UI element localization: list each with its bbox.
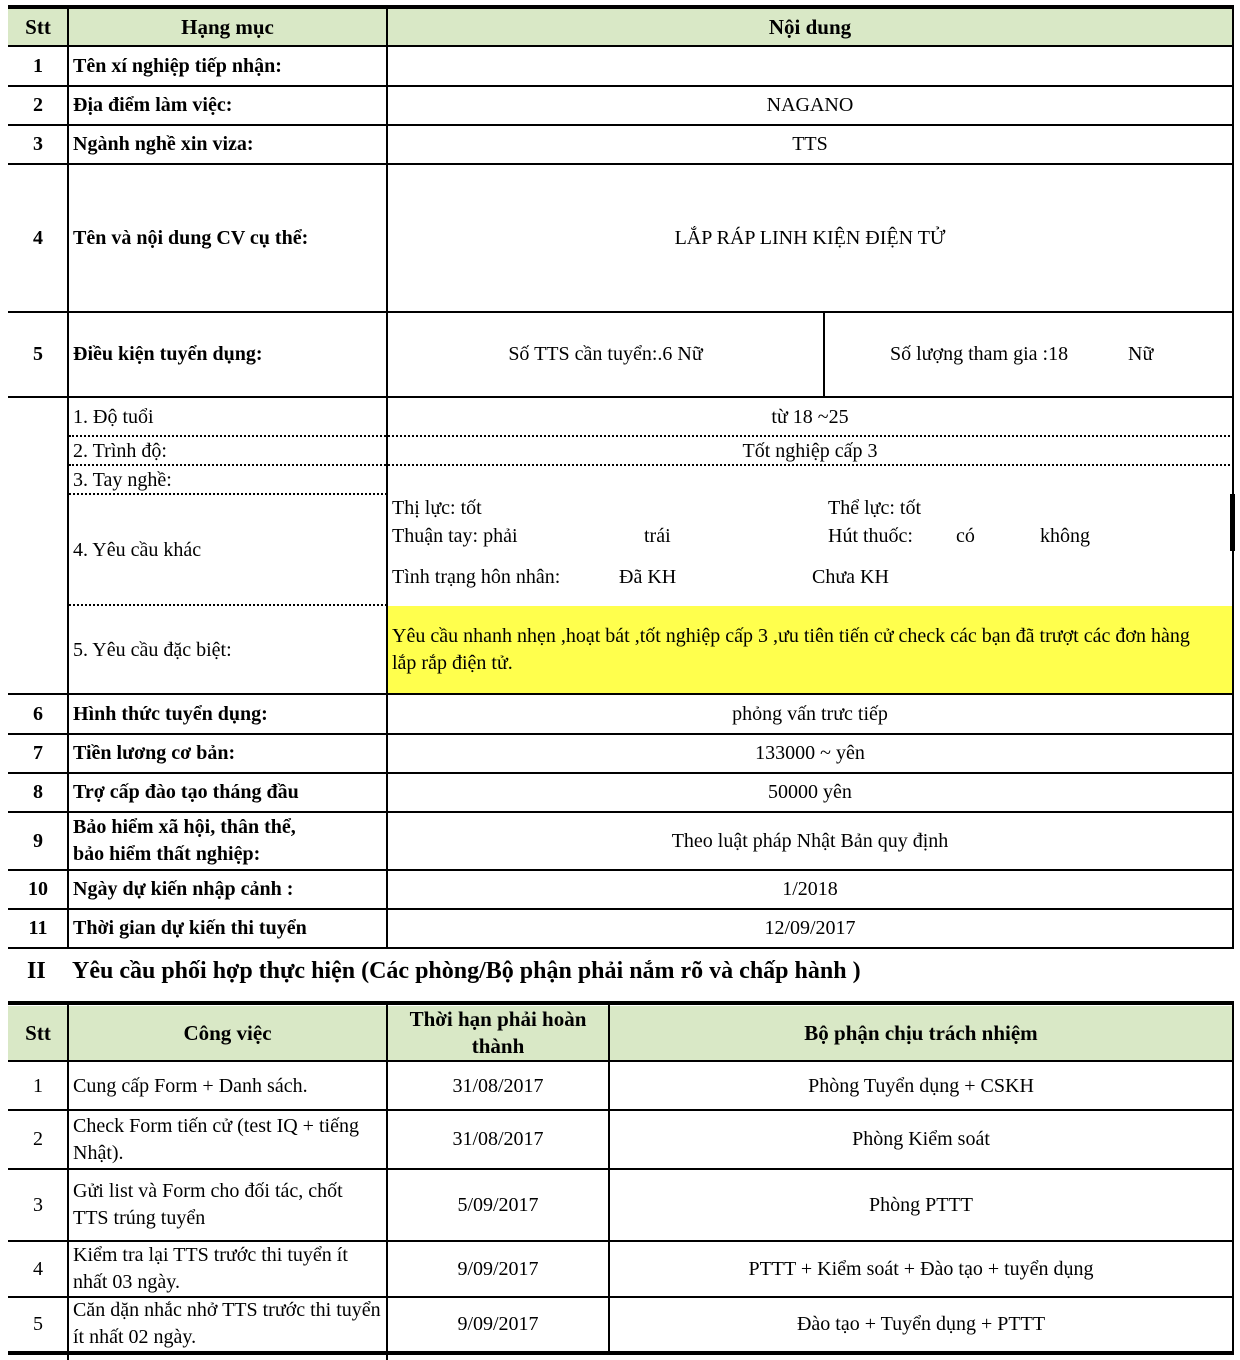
row-5-stt: 5 (33, 343, 43, 365)
row-9-label-line2: bảo hiểm thất nghiệp: (73, 843, 261, 865)
row-10-value: 1/2018 (782, 878, 838, 900)
header-content: Nội dung (387, 8, 1233, 46)
t2-row-4-stt: 4 (33, 1257, 43, 1280)
section-2-number: II (27, 958, 46, 984)
t2-header-deadline-line1: Thời hạn phải hoàn (409, 1007, 587, 1031)
req-fitness: Thể lực: tốt (828, 497, 922, 519)
t2-row-2-deadline: 31/08/2017 (452, 1128, 544, 1150)
row-5-value-right-a: Số lượng tham gia :18 (890, 343, 1069, 365)
row-8-value: 50000 yên (768, 781, 852, 803)
req-handedness-label: Thuận tay: phải (392, 525, 518, 547)
req-other-label: 4. Yêu cầu khác (73, 539, 202, 561)
row-7-stt: 7 (33, 742, 43, 764)
row-11-label: Thời gian dự kiến thi tuyển (73, 917, 307, 939)
header-category: Hạng mục (68, 8, 387, 46)
req-marital-single: Chưa KH (812, 566, 889, 588)
header-stt: Stt (8, 8, 68, 46)
section-2-title: Yêu cầu phối hợp thực hiện (Các phòng/Bộ phận phải nắm rõ và chấp hành ) (72, 958, 861, 984)
t2-row-2-dept: Phòng Kiểm soát (852, 1128, 990, 1150)
row-6-stt: 6 (33, 703, 43, 725)
t2-row-5-stt: 5 (33, 1312, 43, 1335)
row-8-stt: 8 (33, 781, 43, 803)
row-7-label: Tiền lương cơ bản: (73, 742, 236, 764)
req-age-label: 1. Độ tuổi (73, 405, 154, 428)
row-2-value: NAGANO (766, 94, 854, 116)
row-5-value-right-b: Nữ (1128, 343, 1154, 365)
t2-row-2-task: Check Form tiến cử (test IQ + tiếng Nhật). (73, 1114, 359, 1164)
row-10-stt: 10 (28, 878, 48, 900)
row-3-value: TTS (792, 133, 828, 155)
req-education-value: Tốt nghiệp cấp 3 (742, 439, 878, 462)
t2-row-1-stt: 1 (33, 1074, 43, 1097)
t2-header-stt: Stt (8, 1006, 68, 1061)
t2-header-deadline-line2: thành (471, 1034, 525, 1058)
t2-row-3-task: Gửi list và Form cho đối tác, chốt TTS trúng tuyển (73, 1180, 343, 1229)
row-4-value: LẮP RÁP LINH KIỆN ĐIỆN TỬ (674, 226, 946, 249)
req-handedness-alt: trái (644, 525, 671, 547)
row-2-stt: 2 (33, 94, 43, 116)
row-9-stt: 9 (33, 829, 43, 852)
row-2-label: Địa điểm làm việc: (73, 94, 233, 116)
req-special-value: Yêu cầu nhanh nhẹn ,hoạt bát ,tốt nghiệp cấp 3 ,ưu tiên tiến cử check các bạn đã trượt các đơn hàng lắp rắp điện tử. (392, 625, 1190, 674)
row-9-label-line1: Bảo hiểm xã hội, thân thể, (73, 816, 296, 838)
t2-row-3-deadline: 5/09/2017 (457, 1193, 539, 1216)
row-3-stt: 3 (33, 133, 43, 155)
row-10-label: Ngày dự kiến nhập cảnh : (73, 878, 294, 900)
t2-row-4-deadline: 9/09/2017 (457, 1257, 539, 1280)
t2-row-5-dept: Đào tạo + Tuyển dụng + PTTT (796, 1312, 1046, 1335)
t2-row-4-task: Kiểm tra lại TTS trước thi tuyển ít nhất 03 ngày. (73, 1244, 348, 1293)
t2-row-3-stt: 3 (33, 1193, 43, 1216)
req-skill-label: 3. Tay nghề: (73, 468, 172, 491)
row-8-label: Trợ cấp đào tạo tháng đầu (73, 781, 299, 803)
req-special-label: 5. Yêu cầu đặc biệt: (73, 638, 232, 661)
req-smoking-label: Hút thuốc: (828, 525, 913, 547)
t2-row-2-stt: 2 (33, 1128, 43, 1150)
req-marital-married: Đã KH (619, 566, 677, 588)
row-1-stt: 1 (33, 55, 43, 77)
row-11-value: 12/09/2017 (764, 917, 856, 939)
row-6-value: phỏng vấn trưc tiếp (732, 703, 888, 725)
row-9-value: Theo luật pháp Nhật Bản quy định (671, 829, 949, 852)
t2-header-task: Công việc (68, 1006, 387, 1061)
row-4-stt: 4 (33, 226, 43, 249)
req-eyesight: Thị lực: tốt (392, 497, 482, 519)
req-age-value: từ 18 ~25 (771, 405, 849, 428)
row-5-value-left: Số TTS cần tuyển:.6 Nữ (508, 343, 703, 365)
row-5-label: Điều kiện tuyển dụng: (73, 343, 263, 365)
t2-row-3-dept: Phòng PTTT (869, 1193, 973, 1216)
t2-row-1-task: Cung cấp Form + Danh sách. (73, 1074, 308, 1097)
t2-header-dept: Bộ phận chịu trách nhiệm (609, 1006, 1233, 1061)
t2-row-5-task: Căn dặn nhắc nhở TTS trước thi tuyển ít nhất 02 ngày. (73, 1299, 381, 1348)
row-3-label: Ngành nghề xin viza: (73, 133, 254, 155)
row-4-label: Tên và nội dung CV cụ thể: (73, 226, 309, 249)
row-6-label: Hình thức tuyển dụng: (73, 703, 268, 725)
t2-row-1-deadline: 31/08/2017 (452, 1074, 544, 1097)
row-11-stt: 11 (28, 917, 48, 939)
t2-row-5-deadline: 9/09/2017 (457, 1312, 539, 1335)
t2-row-1-dept: Phòng Tuyển dụng + CSKH (808, 1074, 1034, 1097)
req-education-label: 2. Trình độ: (73, 439, 167, 462)
row-7-value: 133000 ~ yên (755, 742, 865, 764)
req-marital-label: Tình trạng hôn nhân: (392, 566, 561, 588)
t2-row-4-dept: PTTT + Kiểm soát + Đào tạo + tuyển dụng (748, 1257, 1094, 1280)
row-1-label: Tên xí nghiệp tiếp nhận: (73, 55, 282, 77)
req-smoking-yes: có (956, 525, 975, 547)
row-1-value (387, 47, 1233, 86)
req-smoking-no: không (1040, 525, 1090, 547)
